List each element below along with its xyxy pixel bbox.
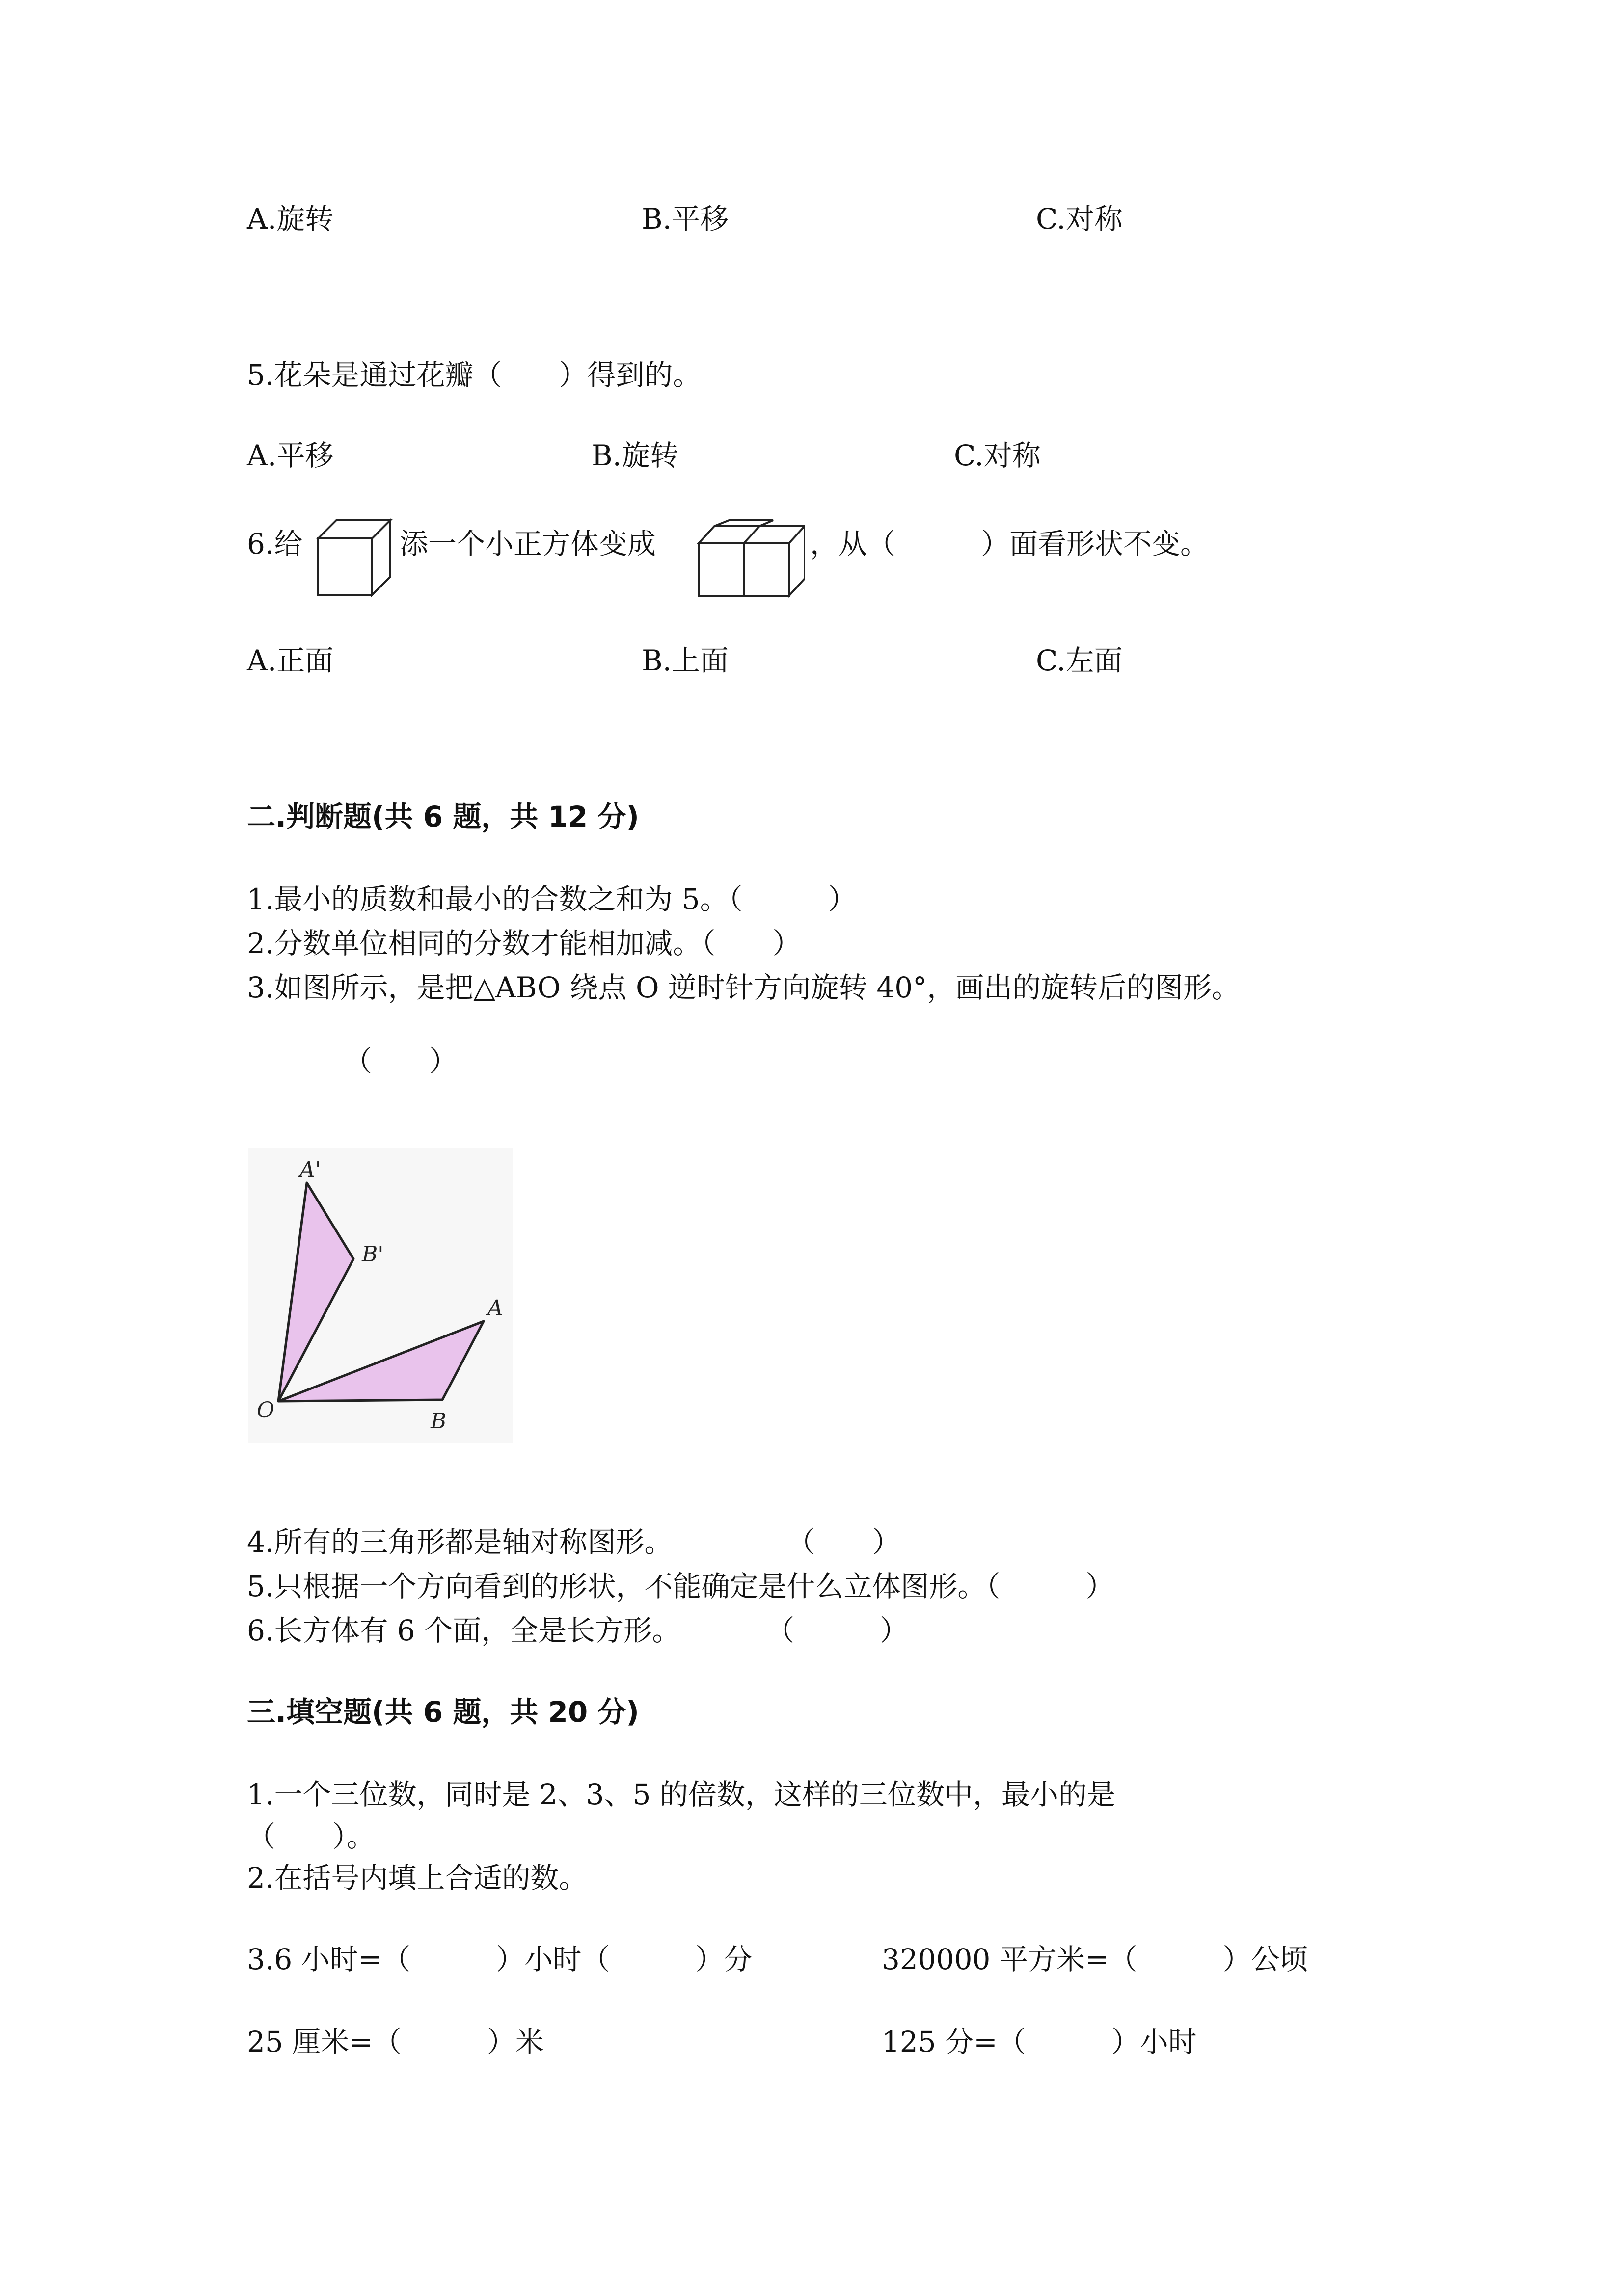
fill-row2-right: 125 分=（ ）小时 (882, 2025, 1197, 2058)
q6-option-c[interactable]: C.左面 (1036, 644, 1123, 677)
q6-suffix: ，从（ ）面看形状不变。 (810, 527, 1209, 561)
judge-item-4: 4.所有的三角形都是轴对称图形。 （ ） (247, 1525, 901, 1559)
q5-option-b[interactable]: B.旋转 (592, 439, 679, 472)
label-a: A (487, 1296, 503, 1321)
label-b: B (431, 1409, 447, 1434)
rotation-figure (248, 1148, 513, 1443)
q6-prefix: 6.给 (247, 527, 303, 561)
judge-item-6: 6.长方体有 6 个面，全是长方形。 （ ） (247, 1614, 909, 1647)
section3-title: 三.填空题(共 6 题，共 20 分) (247, 1695, 639, 1729)
single-cube-figure (314, 516, 395, 597)
double-cube-figure (695, 516, 805, 600)
label-a-prime: A' (299, 1157, 321, 1182)
q4-option-a[interactable]: A.旋转 (247, 202, 334, 236)
judge-item-5: 5.只根据一个方向看到的形状，不能确定是什么立体图形。（ ） (247, 1570, 1114, 1603)
fill-q1-line1: 1.一个三位数，同时是 2、3、5 的倍数，这样的三位数中，最小的是 (247, 1778, 1115, 1811)
q5-option-c[interactable]: C.对称 (954, 439, 1041, 472)
fill-row1-left: 3.6 小时=（ ）小时（ ）分 (247, 1943, 753, 1976)
label-b-prime: B' (362, 1242, 384, 1267)
fill-row1-right: 320000 平方米=（ ）公顷 (882, 1943, 1308, 1976)
q5-option-a[interactable]: A.平移 (247, 439, 334, 472)
q4-option-b[interactable]: B.平移 (642, 202, 729, 236)
fill-q1-line2: （ ）。 (247, 1820, 376, 1853)
q5-text: 5.花朵是通过花瓣（ ）得到的。 (247, 358, 702, 392)
judge-item-3: 3.如图所示，是把△ABO 绕点 O 逆时针方向旋转 40°，画出的旋转后的图形。 (247, 971, 1241, 1004)
q4-option-c[interactable]: C.对称 (1036, 202, 1123, 236)
q6-middle: 添一个小正方体变成 (400, 527, 656, 561)
label-o: O (257, 1398, 275, 1423)
q6-option-a[interactable]: A.正面 (247, 644, 334, 677)
fill-q2: 2.在括号内填上合适的数。 (247, 1861, 588, 1895)
q6-option-b[interactable]: B.上面 (642, 644, 729, 677)
judge-item-3-blank[interactable]: （ ） (344, 1044, 458, 1078)
section2-title: 二.判断题(共 6 题，共 12 分) (247, 800, 639, 833)
judge-item-1: 1.最小的质数和最小的合数之和为 5。（ ） (247, 882, 857, 916)
fill-row2-left: 25 厘米=（ ）米 (247, 2025, 544, 2058)
judge-item-2: 2.分数单位相同的分数才能相加减。（ ） (247, 927, 801, 960)
